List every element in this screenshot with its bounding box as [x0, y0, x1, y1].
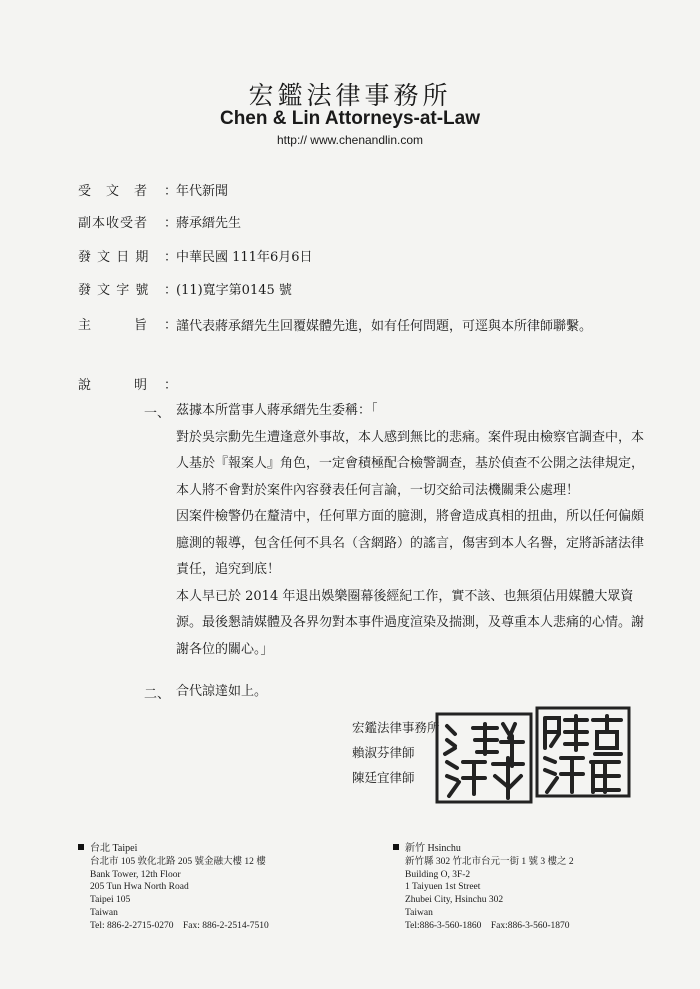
- item-1-body: [176, 398, 654, 663]
- explanation-label-row: 說 明 ：: [78, 374, 176, 393]
- signature-lawyer-1: 賴淑芬律師: [352, 745, 415, 760]
- footer-taipei: [78, 843, 269, 933]
- subject-text: 謹代表蔣承縉先生回覆媒體先進，如有任何問題，可逕與本所律師聯繫。: [176, 319, 593, 334]
- item-1-number: 一、: [144, 406, 171, 421]
- seal-stamp-graphic: [433, 706, 633, 806]
- explanation-label: 說 明: [78, 378, 149, 393]
- lawyer-seals: [433, 706, 633, 806]
- firm-name-chinese: 宏鑑法律事務所: [248, 81, 452, 110]
- footer-hsinchu: [393, 843, 574, 933]
- bullet-icon: [78, 844, 84, 850]
- firm-name-english: Chen & Lin Attorneys-at-Law: [219, 108, 481, 129]
- item-1-paragraph: 因案件檢警仍在釐清中，任何單方面的臆測，將會造成真相的扭曲，所以任何偏頗臆測的報導，包含任何不具名（含網路）的謠言，傷害到本人名譽，定將訴諸法律責任，追究到底！: [176, 509, 645, 577]
- field-value: 蔣承縉先生: [176, 216, 242, 231]
- signature-lawyer-2: 陳廷宜律師: [352, 770, 415, 785]
- footer-line: 台北市 105 敦化北路 205 號金融大樓 12 樓: [90, 856, 266, 867]
- item-1-paragraph: 本人早已於 2014 年退出娛樂圈幕後經紀工作，實不該、也無須佔用媒體大眾資源。最後懇請媒體及各界勿對本事件過度渲染及揣測，及尊重本人悲痛的心情。謝謝各位的關心。」: [176, 588, 645, 657]
- field-value: 中華民國 111年6月6日: [176, 250, 313, 265]
- item-2-body: 合代諒達如上。: [176, 684, 268, 699]
- footer-line: Tel:886-3-560-1860 Fax:886-3-560-1870: [405, 920, 570, 931]
- field-label: 發 文 字 號: [78, 283, 150, 298]
- item-2-number: 二、: [144, 687, 171, 702]
- footer-line: Tel: 886-2-2715-0270 Fax: 886-2-2514-7510: [90, 920, 269, 931]
- item-1-intro: 茲據本所當事人蔣承縉先生委稱：「: [176, 403, 378, 418]
- field-label: 副本收受者: [78, 216, 149, 231]
- firm-url: http:// www.chenandlin.com: [276, 133, 424, 147]
- footer-line: Building O, 3F-2: [405, 869, 471, 880]
- signature-firm: 宏鑑法律事務所: [352, 720, 440, 735]
- footer-hsinchu-head: 新竹 Hsinchu: [405, 843, 461, 854]
- field-value: 年代新聞: [176, 184, 229, 199]
- footer-taipei-head: 台北 Taipei: [90, 843, 138, 854]
- field-cc: 副本收受者 ：蔣承縉先生: [78, 212, 241, 231]
- item-1-paragraph: 對於吳宗勳先生遭逢意外事故，本人感到無比的悲痛。案件現由檢察官調查中，本人基於『報案人』角色，一定會積極配合檢警調查，基於偵查不公開之法律規定，本人將不會對於案件內容發表任何言論，一切交給司法機關秉公處理！: [176, 429, 645, 498]
- field-date: 發 文 日 期 ：中華民國 111年6月6日: [78, 246, 313, 265]
- field-value: (11)寬字第0145 號: [176, 283, 292, 298]
- field-recipient: 受 文 者 ：年代新聞: [78, 180, 228, 199]
- footer-line: Zhubei City, Hsinchu 302: [405, 895, 504, 906]
- footer-line: Bank Tower, 12th Floor: [90, 869, 181, 880]
- footer-line: Taipei 105: [90, 895, 131, 906]
- field-label: 發 文 日 期: [78, 250, 150, 265]
- subject-label: 主 旨: [78, 318, 149, 333]
- footer-line: Taiwan: [405, 907, 433, 918]
- footer-line: 205 Tun Hwa North Road: [90, 882, 189, 893]
- field-label: 受 文 者: [78, 184, 149, 199]
- footer-line: Taiwan: [90, 907, 118, 918]
- bullet-icon: [393, 844, 399, 850]
- footer-line: 新竹縣 302 竹北市台元一街 1 號 3 樓之 2: [405, 856, 574, 867]
- footer-line: 1 Taiyuen 1st Street: [405, 882, 481, 893]
- subject-label-row: 主 旨 ：: [78, 314, 176, 333]
- field-doc-number: 發 文 字 號 ：(11)寬字第0145 號: [78, 279, 292, 298]
